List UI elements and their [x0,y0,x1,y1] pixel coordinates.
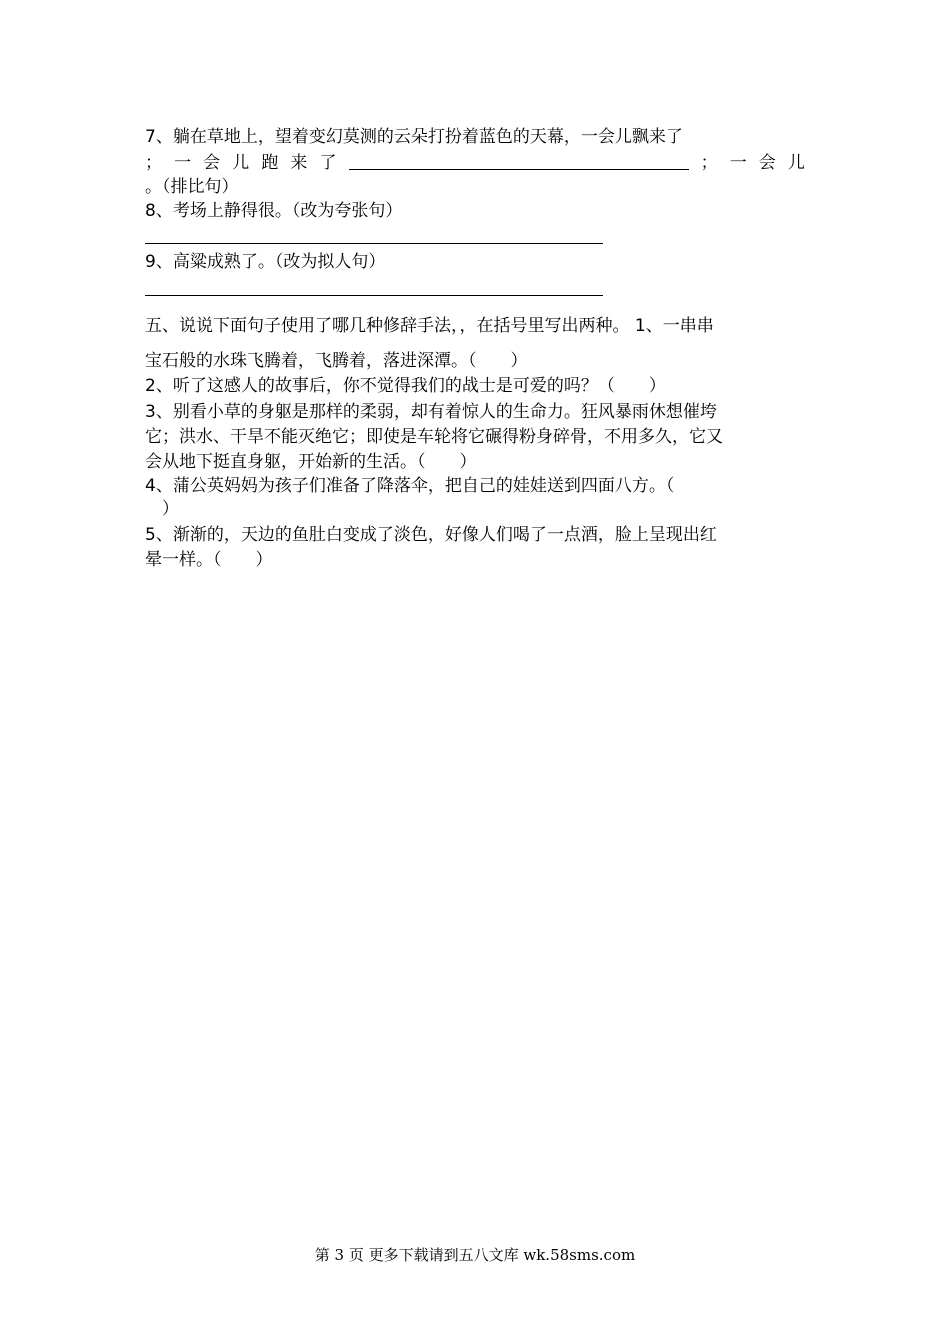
q9-prompt: 9、高粱成熟了。（改为拟人句） [145,252,386,272]
q7-char: 来 [290,153,308,173]
q7-char: ； [700,153,718,173]
q7-char: 会 [758,153,776,173]
s5-item-2: 2、听了这感人的故事后，你不觉得我们的战士是可爱的吗？（ ） [145,376,666,396]
q7-line-1: 7、躺在草地上，望着变幻莫测的云朵打扮着蓝色的天幕，一会儿飘来了 [145,127,683,147]
q8-prompt: 8、考场上静得很。（改为夸张句） [145,201,403,221]
q7-char: 儿 [787,153,805,173]
q7-char: 一 [729,153,747,173]
s5-item-3-line-1: 3、别看小草的身躯是那样的柔弱，却有着惊人的生命力。狂风暴雨休想催垮 [145,402,717,422]
q8-answer-line[interactable] [145,243,603,244]
s5-item-3-line-2: 它；洪水、干旱不能灭绝它；即使是车轮将它碾得粉身碎骨，不用多久，它又 [145,427,723,447]
q7-char: 会 [203,153,221,173]
s5-item-5-line-1: 5、渐渐的，天边的鱼肚白变成了淡色，好像人们喝了一点酒，脸上呈现出红 [145,525,717,545]
s5-item-3-line-3: 会从地下挺直身躯，开始新的生活。（ ） [145,452,477,472]
q7-line-3: 。（排比句） [145,177,239,197]
page-footer: 第 3 页 更多下载请到五八文库 wk.58sms.com [314,1246,636,1264]
section-5-heading: 五、说说下面句子使用了哪几种修辞手法，，在括号里写出两种。 1、一串串 [145,316,714,336]
q7-char: 儿 [232,153,250,173]
s5-item-1-cont: 宝石般的水珠飞腾着，飞腾着，落进深潭。（ ） [145,351,528,371]
s5-item-4-line-1: 4、蒲公英妈妈为孩子们准备了降落伞，把自己的娃娃送到四面八方。（ [145,476,675,496]
q7-char: 一 [174,153,192,173]
q9-answer-line[interactable] [145,295,603,296]
q7-char: ； [145,153,162,173]
s5-item-4-line-2: ） [162,499,179,519]
q7-char: 了 [319,153,337,173]
s5-item-5-line-2: 晕一样。（ ） [145,550,273,570]
q7-line-2 [145,151,805,175]
q7-char: 跑 [261,153,279,173]
q7-answer-blank[interactable] [349,151,689,170]
